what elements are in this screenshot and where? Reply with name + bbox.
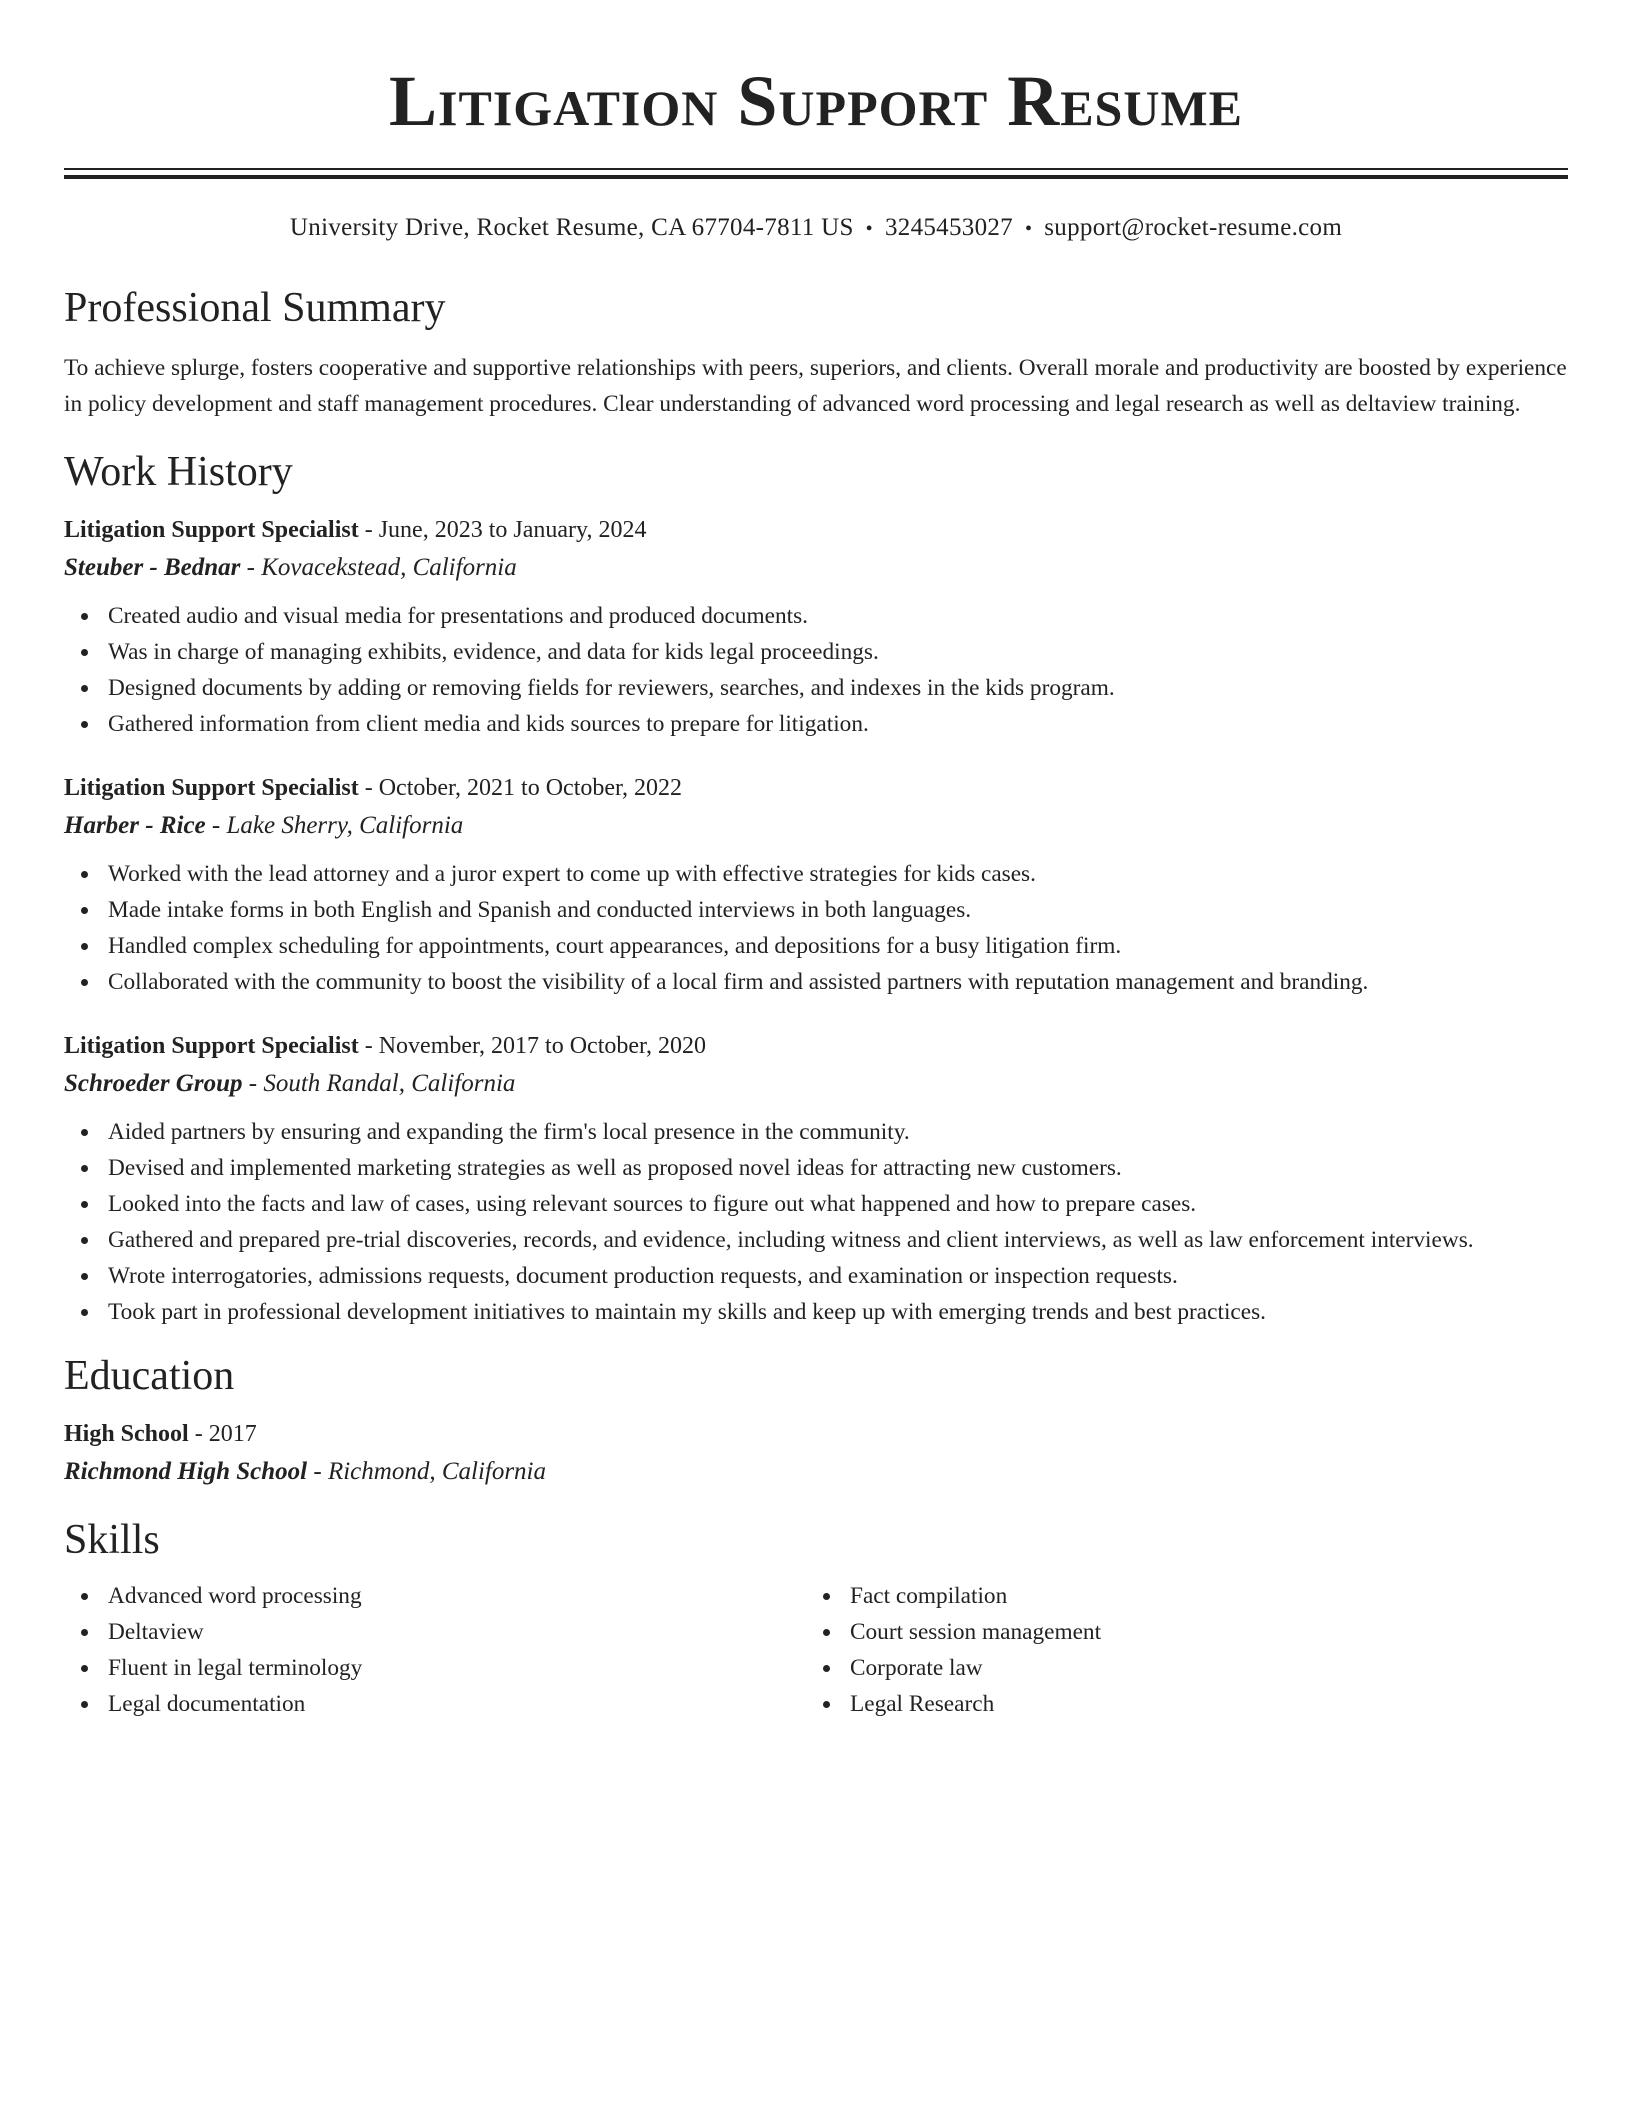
skill-item: Legal documentation (64, 1686, 806, 1722)
education-entry (64, 1416, 1568, 1492)
job-title-line: Litigation Support Specialist - June, 2023 to January, 2024 (64, 517, 647, 543)
job-title-line: Litigation Support Specialist - November, 2017 to October, 2020 (64, 1033, 707, 1059)
job-bullets (64, 598, 1568, 742)
job-dates: October, 2021 to October, 2022 (378, 775, 683, 801)
contact-address: University Drive, Rocket Resume, CA 67704-7811 US (289, 214, 854, 241)
list-item: Designed documents by adding or removing fields for reviewers, searches, and indexes in the kids program. (64, 670, 1568, 706)
skill-item: Advanced word processing (64, 1578, 806, 1614)
skills-grid (64, 1578, 1568, 1722)
job-company: Harber - Rice (64, 812, 206, 839)
job-company-line: Schroeder Group - South Randal, California (64, 1070, 516, 1097)
list-item: Gathered information from client media and kids sources to prepare for litigation. (64, 706, 1568, 742)
job-entry (64, 1028, 1568, 1330)
education-school: Richmond High School (64, 1458, 308, 1485)
summary-text: To achieve splurge, fosters cooperative and supportive relationships with peers, superiors, and clients. Overall morale and productivity are boosted by experience in policy development and staff management procedures. Clear understanding of advanced word processing and legal research as well as deltaview training. (64, 355, 1567, 417)
list-item: Was in charge of managing exhibits, evidence, and data for kids legal proceedings. (64, 634, 1568, 670)
list-item: Worked with the lead attorney and a juror expert to come up with effective strategies for kids cases. (64, 856, 1568, 892)
education-year: 2017 (208, 1421, 257, 1447)
list-item: Looked into the facts and law of cases, using relevant sources to figure out what happened and how to prepare cases. (64, 1186, 1568, 1222)
title-divider-thick (64, 175, 1568, 179)
job-dates: June, 2023 to January, 2024 (378, 517, 647, 543)
job-entry (64, 512, 1568, 742)
list-item: Aided partners by ensuring and expanding the firm's local presence in the community. (64, 1114, 1568, 1150)
job-company-line: Harber - Rice - Lake Sherry, California (64, 812, 464, 839)
job-location: Lake Sherry, California (226, 812, 464, 839)
title-divider-thin (64, 168, 1568, 170)
job-role: Litigation Support Specialist (64, 1033, 359, 1059)
list-item: Took part in professional development initiatives to maintain my skills and keep up with emerging trends and best practices. (64, 1294, 1568, 1330)
list-item: Handled complex scheduling for appointments, court appearances, and depositions for a busy litigation firm. (64, 928, 1568, 964)
job-bullets (64, 1114, 1568, 1330)
contact-separator: • (1024, 218, 1033, 240)
skill-item: Corporate law (806, 1650, 1548, 1686)
job-company: Schroeder Group (64, 1070, 243, 1097)
contact-email: support@rocket-resume.com (1044, 214, 1343, 241)
job-title-line: Litigation Support Specialist - October, 2021 to October, 2022 (64, 775, 683, 801)
list-item: Wrote interrogatories, admissions requests, document production requests, and examination or inspection requests. (64, 1258, 1568, 1294)
job-role: Litigation Support Specialist (64, 517, 359, 543)
contact-phone: 3245453027 (884, 214, 1013, 241)
skills-column-left (64, 1578, 806, 1722)
job-location: South Randal, California (263, 1070, 516, 1097)
list-item: Devised and implemented marketing strategies as well as proposed novel ideas for attracting new customers. (64, 1150, 1568, 1186)
contact-separator: • (865, 218, 873, 240)
skills-column-right (806, 1578, 1548, 1722)
job-bullets (64, 856, 1568, 1000)
contact-line (64, 213, 1568, 244)
list-item: Gathered and prepared pre-trial discoveries, records, and evidence, including witness and client interviews, as well as law enforcement interviews. (64, 1222, 1568, 1258)
job-company: Steuber - Bednar (64, 554, 241, 581)
education-heading: Education (64, 1353, 235, 1399)
skill-item: Deltaview (64, 1614, 806, 1650)
work-history-heading: Work History (64, 449, 293, 495)
skill-item: Fluent in legal terminology (64, 1650, 806, 1686)
education-degree-line: High School - 2017 (64, 1421, 257, 1447)
education-school-line: Richmond High School - Richmond, California (64, 1458, 547, 1485)
job-company-line: Steuber - Bednar - Kovacekstead, California (64, 554, 517, 581)
skill-item: Court session management (806, 1614, 1548, 1650)
list-item: Collaborated with the community to boost the visibility of a local firm and assisted partners with reputation management and branding. (64, 964, 1568, 1000)
education-location: Richmond, California (327, 1458, 547, 1485)
summary-heading: Professional Summary (64, 285, 446, 331)
job-role: Litigation Support Specialist (64, 775, 359, 801)
education-degree: High School (64, 1421, 189, 1447)
skill-item: Legal Research (806, 1686, 1548, 1722)
resume-title: Litigation Support Resume (388, 61, 1244, 141)
job-dates: November, 2017 to October, 2020 (378, 1033, 707, 1059)
list-item: Made intake forms in both English and Spanish and conducted interviews in both languages. (64, 892, 1568, 928)
skill-item: Fact compilation (806, 1578, 1548, 1614)
job-location: Kovacekstead, California (261, 554, 517, 581)
list-item: Created audio and visual media for presentations and produced documents. (64, 598, 1568, 634)
job-entry (64, 770, 1568, 1000)
skills-heading: Skills (64, 1517, 160, 1563)
